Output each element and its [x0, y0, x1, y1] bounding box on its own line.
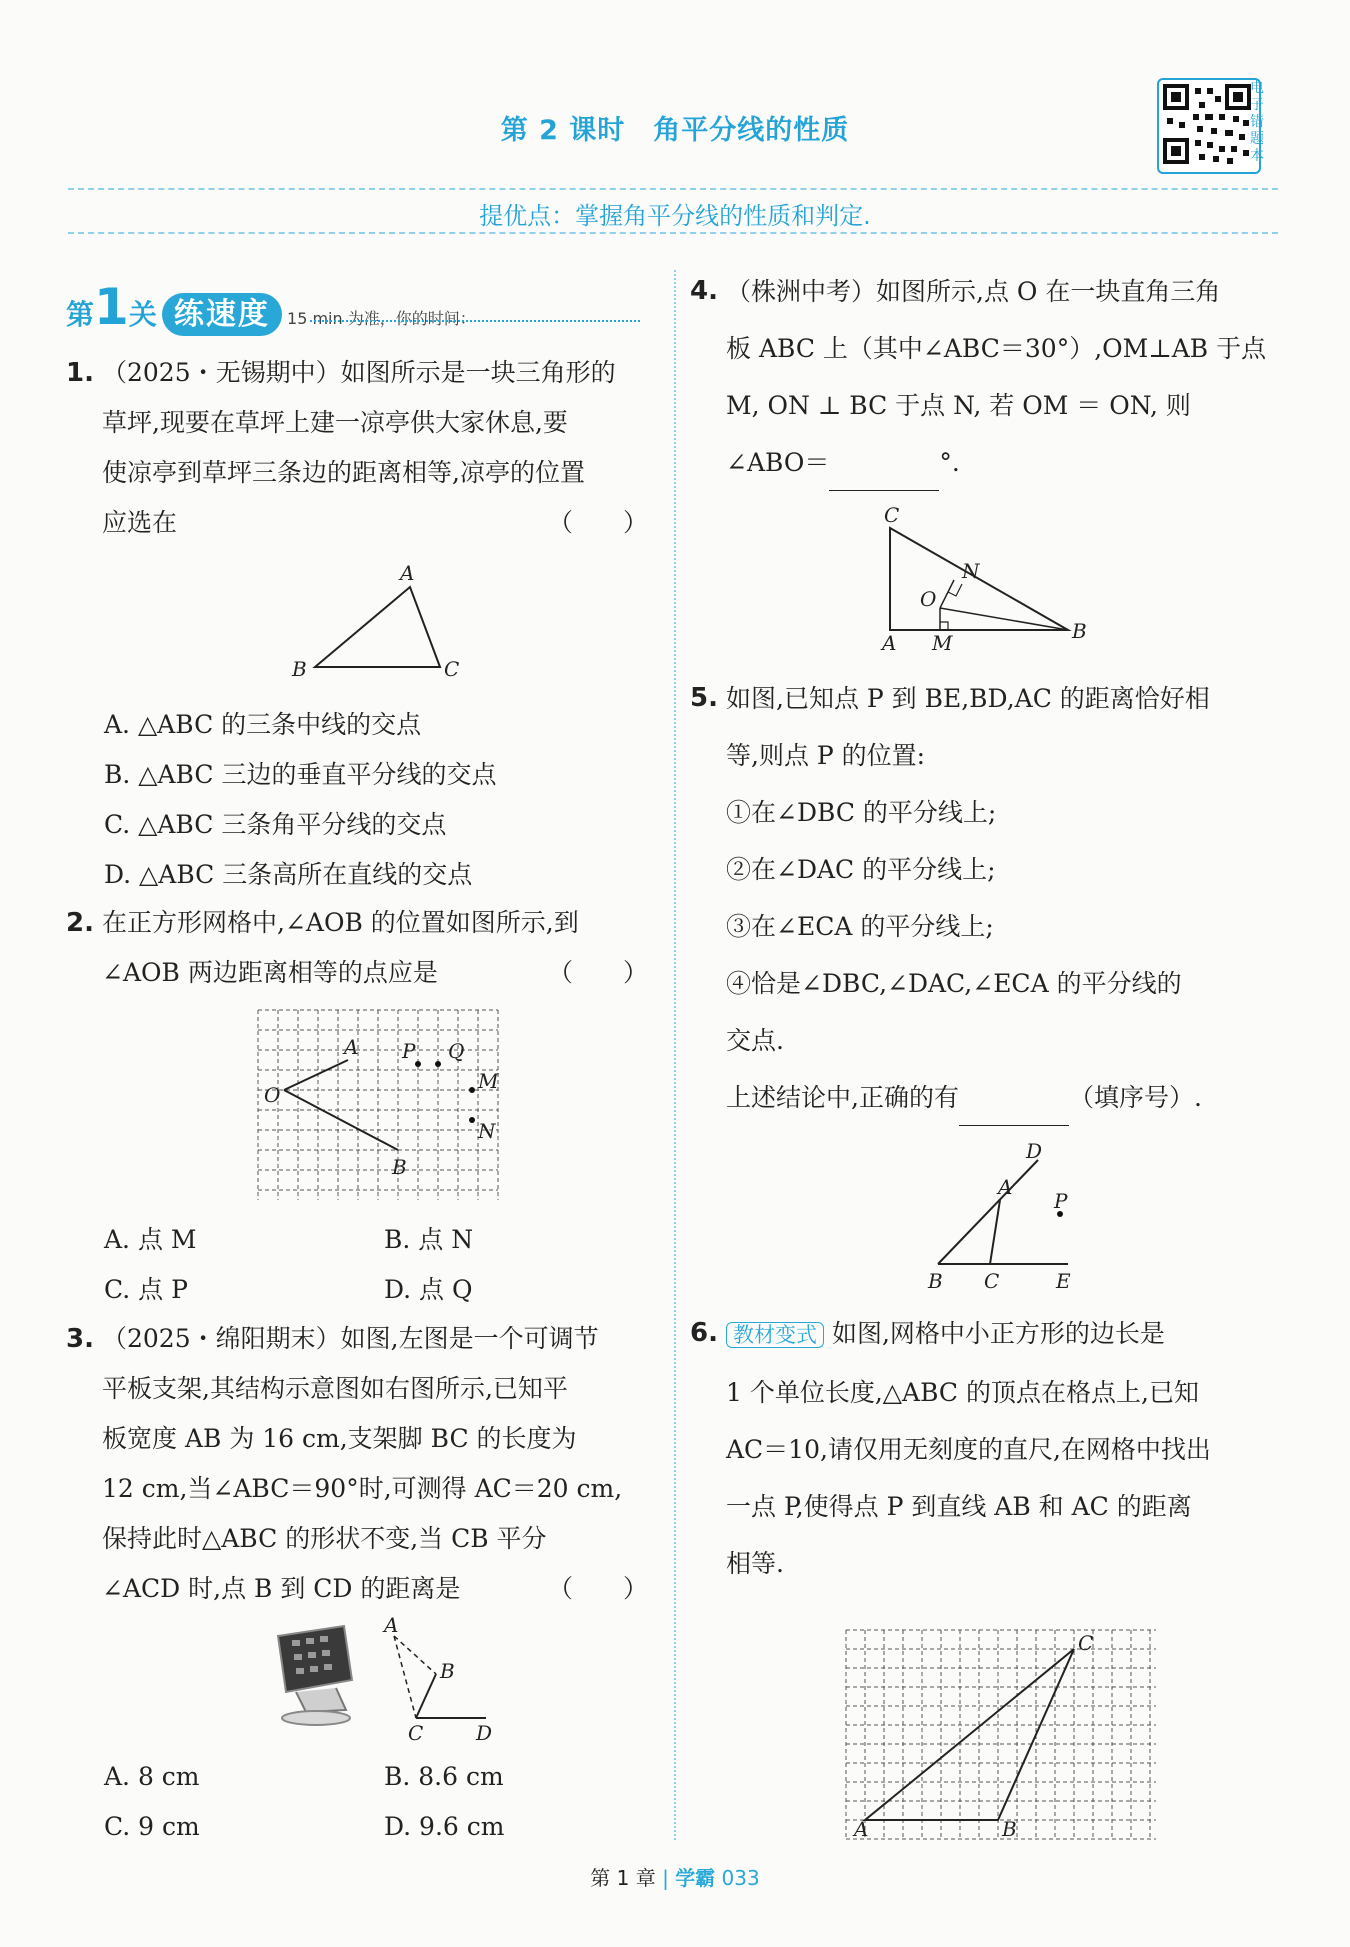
stage-di: 第 [66, 298, 95, 331]
q2-option-a[interactable]: A. 点 M [104, 1225, 197, 1254]
q3-options [104, 1752, 644, 1852]
q1-triangle [315, 587, 440, 667]
q1-line-3: 使凉亭到草坪三条边的距离相等,凉亭的位置 [102, 458, 585, 487]
focus-divider [68, 232, 1278, 234]
q2-label-a: A [344, 1035, 359, 1059]
question-5 [690, 670, 1280, 1126]
q1-option-b[interactable]: B. △ABC 三边的垂直平分线的交点 [104, 760, 497, 789]
q3-option-b[interactable]: B. 8.6 cm [384, 1762, 504, 1791]
q6-line-4: 一点 P,使得点 P 到直线 AB 和 AC 的距离 [726, 1492, 1192, 1521]
q6-line-1: 如图,网格中小正方形的边长是 [831, 1319, 1165, 1348]
stage-name-badge: 练速度 [162, 293, 282, 336]
q2-label-q: Q [448, 1039, 465, 1063]
footer-page-number: 033 [721, 1866, 760, 1890]
q3-line-6: ∠ACD 时,点 B 到 CD 的距离是 [102, 1574, 461, 1603]
q4-label-n: N [962, 559, 980, 583]
q2-ray-ob [284, 1090, 398, 1150]
q5-label-a: A [998, 1175, 1013, 1199]
q6-line-5: 相等. [726, 1549, 784, 1578]
qr-code[interactable] [1157, 78, 1261, 174]
header-divider [68, 188, 1278, 190]
q2-label-p: P [402, 1039, 416, 1063]
q2-point-p2 [435, 1061, 441, 1067]
learning-focus: 提优点：掌握角平分线的性质和判定. [479, 202, 871, 230]
q6-grid-figure[interactable] [842, 1626, 1162, 1844]
q3-option-d[interactable]: D. 9.6 cm [384, 1812, 505, 1841]
q2-grid-figure [256, 1008, 504, 1206]
q2-label-b: B [392, 1155, 407, 1179]
q2-label-m: M [478, 1069, 499, 1093]
q1-triangle-figure [280, 562, 470, 682]
qr-code-icon [1159, 80, 1255, 168]
q2-line-2: ∠AOB 两边距离相等的点应是 [102, 958, 438, 987]
q5-label-e: E [1056, 1269, 1071, 1293]
q1-line-2: 草坪,现要在草坪上建一凉亭供大家休息,要 [102, 408, 568, 437]
q5-statement-2: ②在∠DAC 的平分线上; [726, 855, 996, 884]
q6-textbook-tag: 教材变式 [726, 1322, 824, 1348]
q3-label-c: C [408, 1721, 424, 1744]
column-divider [674, 270, 676, 1840]
q3-option-c[interactable]: C. 9 cm [104, 1812, 200, 1841]
q1-line-1: （2025・无锡期中）如图所示是一块三角形的 [102, 358, 616, 387]
q3-option-a[interactable]: A. 8 cm [104, 1762, 200, 1791]
q1-label-c: C [444, 657, 460, 681]
q4-line-2: 板 ABC 上（其中∠ABC＝30°）,OM⊥AB 于点 [726, 334, 1267, 363]
q5-tail: （填序号）. [1068, 1083, 1202, 1112]
tablet-stand-photo [266, 1622, 366, 1732]
question-3 [66, 1314, 648, 1614]
q3-segment-ac [394, 1636, 416, 1718]
q1-option-d[interactable]: D. △ABC 三条高所在直线的交点 [104, 860, 473, 889]
q6-triangle [865, 1649, 1074, 1820]
q6-number: 6. [690, 1318, 718, 1348]
q4-line-3: M, ON ⊥ BC 于点 N, 若 OM ＝ ON, 则 [726, 391, 1191, 420]
question-4 [690, 263, 1280, 491]
q5-ray-bd [938, 1160, 1038, 1264]
q2-label-n: N [478, 1119, 496, 1143]
q3-number: 3. [66, 1324, 94, 1354]
q4-label-c: C [884, 503, 900, 527]
q1-label-b: B [292, 657, 307, 681]
q5-number: 5. [690, 683, 718, 713]
q2-number: 2. [66, 908, 94, 938]
question-6 [690, 1305, 1280, 1592]
q5-label-b: B [928, 1269, 943, 1293]
q3-label-b: B [440, 1659, 455, 1683]
q5-label-c: C [984, 1269, 1000, 1293]
stage-guan: 关 [128, 298, 157, 331]
q3-answer-paren[interactable]: （ ） [547, 1574, 648, 1603]
q1-option-c[interactable]: C. △ABC 三条角平分线的交点 [104, 810, 447, 839]
footer-chapter: 第 1 章 [590, 1866, 656, 1890]
q2-point-n [469, 1117, 475, 1123]
q2-options [104, 1215, 644, 1315]
q5-statement-1: ①在∠DBC 的平分线上; [726, 798, 997, 827]
page-title: 第 2 课时 角平分线的性质 [500, 115, 850, 146]
q1-answer-paren[interactable]: （ ） [547, 508, 648, 537]
q1-number: 1. [66, 358, 94, 388]
q1-options [104, 700, 644, 900]
qr-label: 电子错题本 [1250, 80, 1264, 164]
q5-line-1: 如图,已知点 P 到 BE,BD,AC 的距离恰好相 [726, 684, 1210, 713]
q4-label-o: O [920, 587, 937, 611]
q5-statement-4: ④恰是∠DBC,∠DAC,∠ECA 的平分线的 [726, 969, 1182, 998]
q5-statement-4-cont: 交点. [726, 1026, 784, 1055]
question-1 [66, 348, 648, 548]
footer-brand: 学霸 [675, 1866, 716, 1890]
q4-label-m: M [932, 631, 953, 655]
q3-label-a: A [384, 1614, 399, 1637]
q4-number: 4. [690, 276, 718, 306]
q3-line-4: 12 cm,当∠ABC＝90°时,可测得 AC＝20 cm, [102, 1474, 623, 1503]
question-2 [66, 898, 648, 998]
q2-option-d[interactable]: D. 点 Q [384, 1275, 473, 1304]
q2-point-p [415, 1061, 421, 1067]
q4-tail: °. [939, 448, 960, 477]
q4-label-a: A [882, 631, 897, 655]
q2-option-c[interactable]: C. 点 P [104, 1275, 188, 1304]
q2-option-b[interactable]: B. 点 N [384, 1225, 474, 1254]
q3-segment-ab [394, 1636, 436, 1674]
q5-line-2: 等,则点 P 的位置: [726, 741, 926, 770]
q4-triangle-figure [868, 500, 1098, 660]
q2-point-m [469, 1087, 475, 1093]
q6-label-b: B [1002, 1817, 1017, 1841]
q3-label-d: D [476, 1721, 493, 1744]
q3-line-5: 保持此时△ABC 的形状不变,当 CB 平分 [102, 1524, 547, 1553]
q2-answer-paren[interactable]: （ ） [547, 958, 648, 987]
q6-label-a: A [854, 1817, 869, 1841]
stage-banner [66, 278, 646, 334]
q3-line-1: （2025・绵阳期末）如图,左图是一个可调节 [102, 1324, 599, 1353]
q5-prompt: 上述结论中,正确的有 [726, 1083, 959, 1112]
q5-answer-blank[interactable] [959, 1095, 1069, 1126]
q4-line-4: ∠ABO＝ [726, 448, 830, 477]
q4-line-1: （株洲中考）如图所示,点 O 在一块直角三角 [726, 277, 1221, 306]
q6-line-2: 1 个单位长度,△ABC 的顶点在格点上,已知 [726, 1378, 1199, 1407]
q4-label-b: B [1072, 619, 1087, 643]
q2-line-1: 在正方形网格中,∠AOB 的位置如图所示,到 [102, 908, 579, 937]
q5-statement-3: ③在∠ECA 的平分线上; [726, 912, 994, 941]
q1-line-4: 应选在 [102, 508, 178, 537]
stage-underline [310, 320, 640, 322]
page-footer: 第 1 章 | 学霸 033 [590, 1866, 760, 1890]
stage-time-note: 15 min 为准，你的时间： [287, 309, 476, 328]
stage-number: 1 [94, 278, 129, 336]
q4-answer-blank[interactable] [829, 460, 939, 491]
q3-line-3: 板宽度 AB 为 16 cm,支架脚 BC 的长度为 [102, 1424, 577, 1453]
q6-line-3: AC＝10,请仅用无刻度的直尺,在网格中找出 [726, 1435, 1211, 1464]
q3-line-2: 平板支架,其结构示意图如右图所示,已知平 [102, 1374, 568, 1403]
q5-figure [918, 1138, 1098, 1298]
q1-option-a[interactable]: A. △ABC 的三条中线的交点 [104, 710, 422, 739]
q1-label-a: A [400, 562, 415, 585]
q5-label-p: P [1054, 1189, 1068, 1213]
q3-stand-diagram [378, 1614, 508, 1744]
q3-segment-bc [416, 1674, 436, 1718]
q6-label-c: C [1078, 1631, 1094, 1655]
q5-label-d: D [1026, 1139, 1043, 1163]
q2-label-o: O [264, 1083, 281, 1107]
